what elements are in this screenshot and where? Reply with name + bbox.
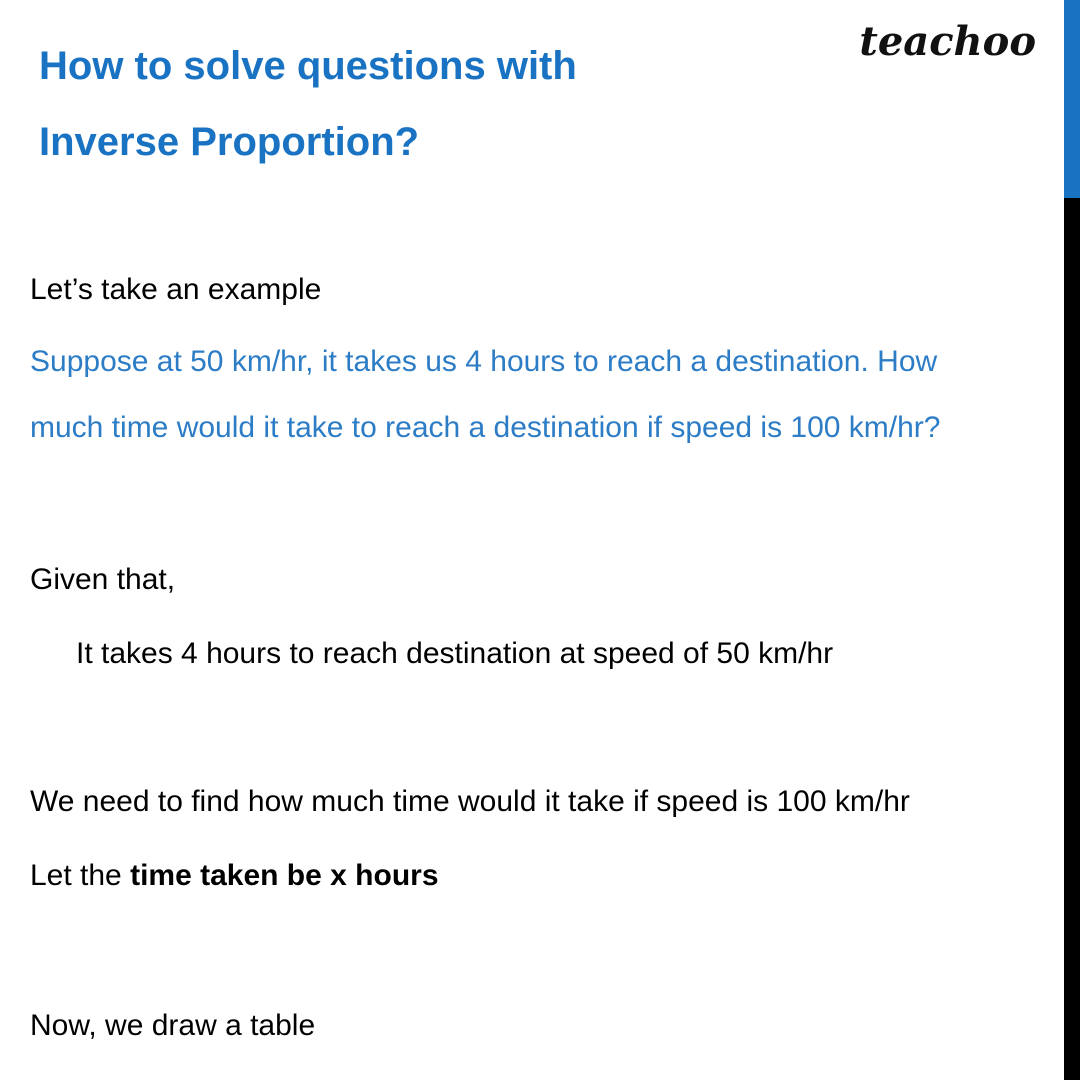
teachoo-logo: teachoo [859,18,1036,65]
intro-text: Let’s take an example [30,273,322,306]
right-edge-bar-accent [1064,0,1080,198]
given-heading: Given that, [30,563,176,596]
need-to-find-text: We need to find how much time would it take if speed is 100 km/hr [30,785,910,818]
let-prefix: Let the [30,859,131,892]
question-line-2: much time would it take to reach a destination if speed is 100 km/hr? [30,411,941,444]
let-statement [30,858,439,894]
given-detail: It takes 4 hours to reach destination at speed of 50 km/hr [76,637,834,670]
page-title-line-2: Inverse Proportion? [39,120,420,164]
question-line-1: Suppose at 50 km/hr, it takes us 4 hours to reach a destination. How [30,345,938,378]
page-title-line-1: How to solve questions with [39,44,577,88]
let-variable-definition: time taken be x hours [130,859,439,892]
now-text: Now, we draw a table [30,1009,316,1042]
